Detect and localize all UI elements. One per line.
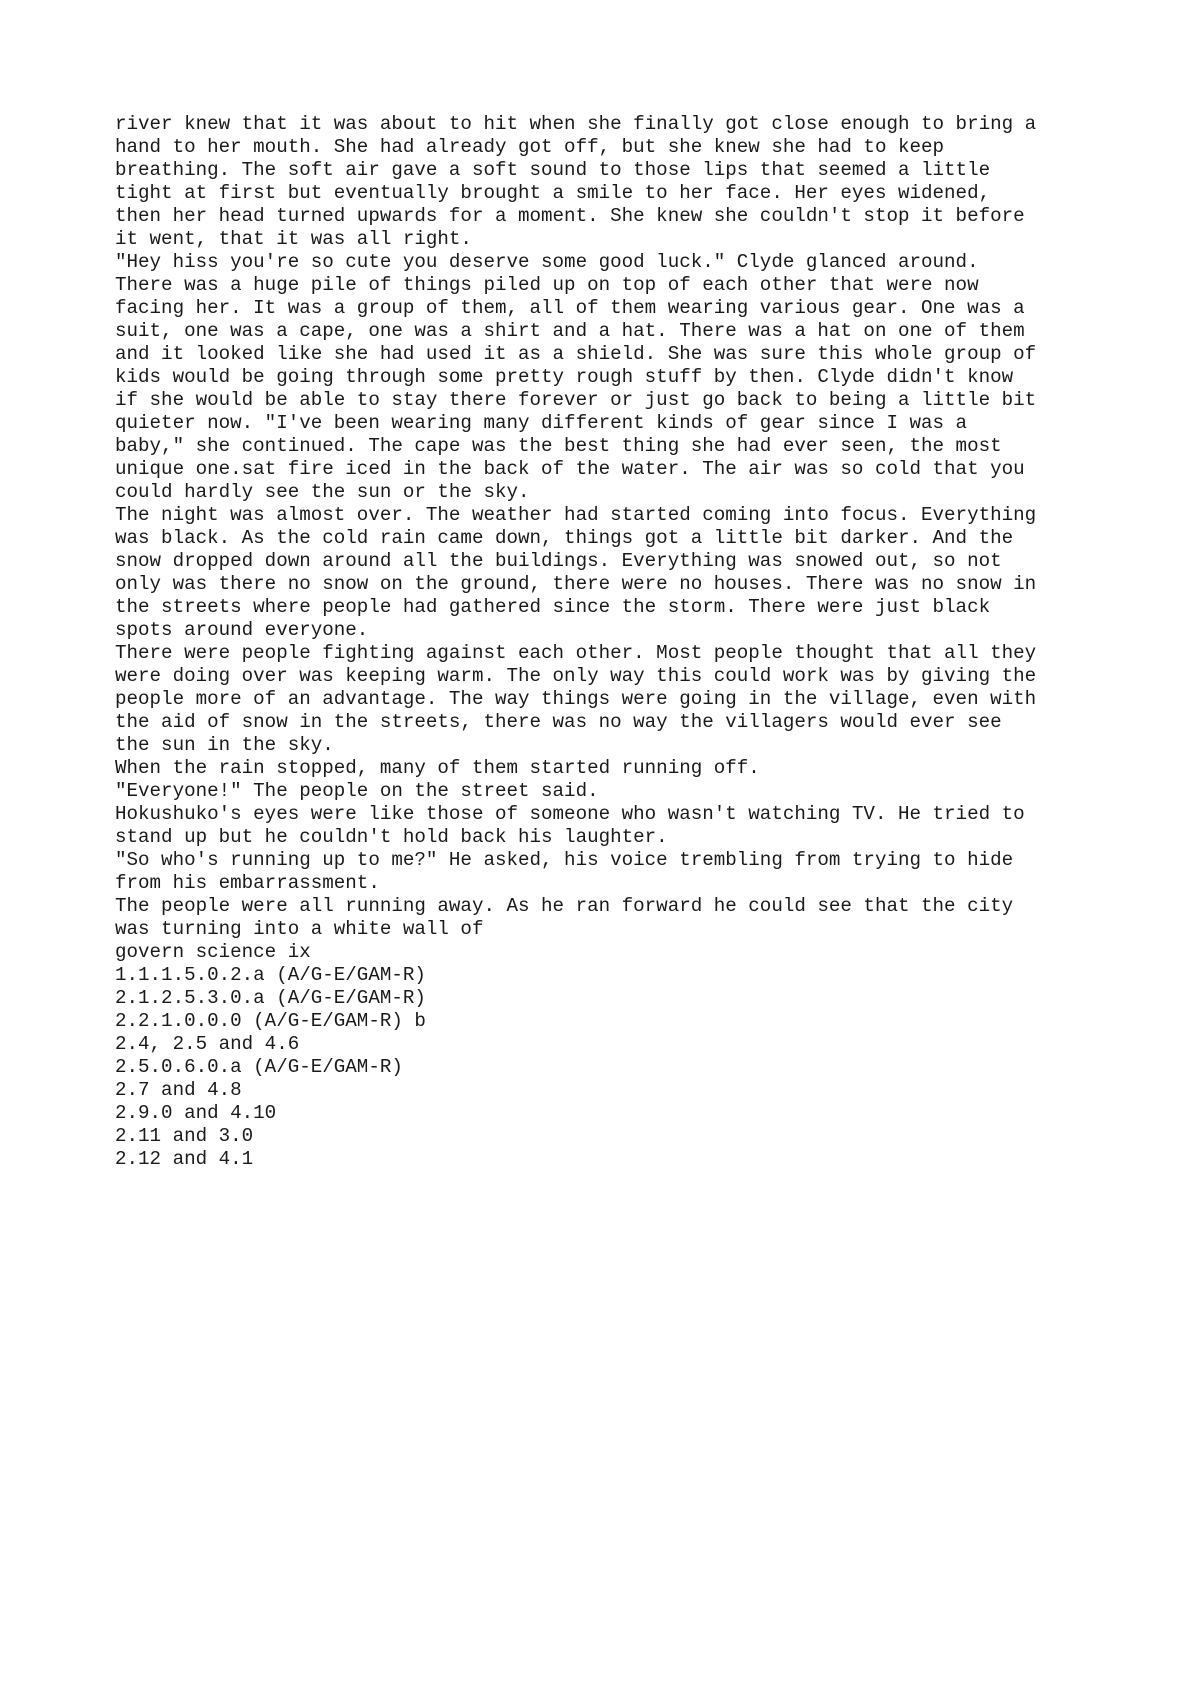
list-item: 2.7 and 4.8 [115, 1079, 242, 1101]
paragraph-2: "Hey hiss you're so cute you deserve some good luck." Clyde glanced around. There was a huge pile of things piled up on top of each other that were now facing her. It was a group of them, all of them wearing various gear. One was a suit, one was a cape, one was a shirt and a hat. There was a hat on one of them and it looked like she had used it as a shield. She was sure this whole group of kids would be going through some pretty rough stuff by then. Clyde didn't know if she would be able to stay there forever or just go back to being a little bit quieter now. "I've been wearing many different kinds of gear since I was a baby," she continued. The cape was the best thing she had ever seen, the most unique one.sat fire iced in the back of the water. The air was so cold that you could hardly see the sun or the sky. [115, 251, 1037, 503]
list-item: 1.1.1.5.0.2.a (A/G-E/GAM-R) [115, 964, 426, 986]
list-item: 2.5.0.6.0.a (A/G-E/GAM-R) [115, 1056, 403, 1078]
document-page [115, 113, 1115, 1171]
paragraph-1: river knew that it was about to hit when she finally got close enough to bring a hand to her mouth. She had already got off, but she knew she had to keep breathing. The soft air gave a soft sound to those lips that seemed a little tight at first but eventually brought a smile to her face. Her eyes widened, then her head turned upwards for a moment. She knew she couldn't stop it before it went, that it was all right. [115, 113, 1037, 250]
paragraph-5: When the rain stopped, many of them started running off. [115, 757, 760, 779]
paragraph-7: Hokushuko's eyes were like those of someone who wasn't watching TV. He tried to stand up but he couldn't hold back his laughter. [115, 803, 1025, 848]
paragraph-3: The night was almost over. The weather had started coming into focus. Everything was black. As the cold rain came down, things got a little bit darker. And the snow dropped down around all the buildings. Everything was snowed out, so not only was there no snow on the ground, there were no houses. There was no snow in the streets where people had gathered since the storm. There were just black spots around everyone. [115, 504, 1037, 641]
list-item: 2.11 and 3.0 [115, 1125, 254, 1147]
paragraph-8: "So who's running up to me?" He asked, his voice trembling from trying to hide from his embarrassment. [115, 849, 1014, 894]
list-item: 2.4, 2.5 and 4.6 [115, 1033, 300, 1055]
paragraph-4: There were people fighting against each other. Most people thought that all they were doing over was keeping warm. The only way this could work was by giving the people more of an advantage. The way things were going in the village, even with the aid of snow in the streets, there was no way the villagers would ever see the sun in the sky. [115, 642, 1037, 756]
section-heading: govern science ix [115, 941, 311, 963]
paragraph-6: "Everyone!" The people on the street said. [115, 780, 599, 802]
list-item: 2.2.1.0.0.0 (A/G-E/GAM-R) b [115, 1010, 426, 1032]
list-item: 2.1.2.5.3.0.a (A/G-E/GAM-R) [115, 987, 426, 1009]
paragraph-9: The people were all running away. As he ran forward he could see that the city was turning into a white wall of [115, 895, 1014, 940]
list-item: 2.12 and 4.1 [115, 1148, 254, 1170]
list-item: 2.9.0 and 4.10 [115, 1102, 277, 1124]
